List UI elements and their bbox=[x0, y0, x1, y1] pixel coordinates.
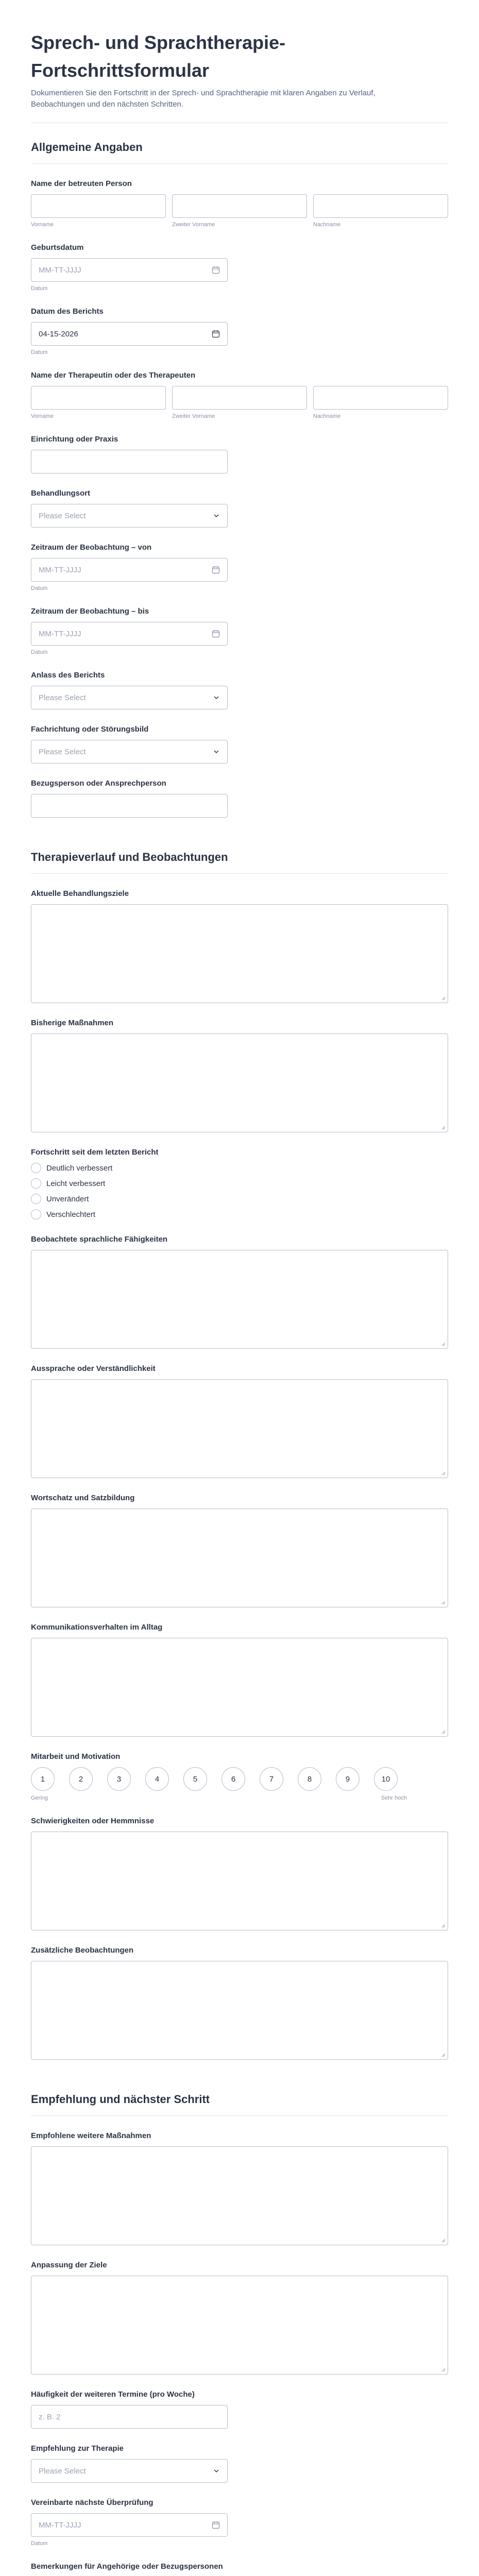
resize-grip-icon[interactable] bbox=[440, 2052, 446, 2057]
scale-low-label: Gering bbox=[31, 1795, 48, 1801]
facility-label: Einrichtung oder Praxis bbox=[31, 435, 118, 444]
motivation-label: Mitarbeit und Motivation bbox=[31, 1752, 121, 1761]
communication-textarea[interactable] bbox=[31, 1638, 448, 1737]
measures-label: Bisherige Maßnahmen bbox=[31, 1019, 114, 1027]
reason-select[interactable] bbox=[31, 686, 228, 709]
radio-button[interactable] bbox=[31, 1194, 41, 1204]
period-from-sublabel: Datum bbox=[31, 585, 48, 591]
location-select[interactable] bbox=[31, 504, 228, 528]
goals-field bbox=[31, 889, 448, 1003]
report-date-input[interactable] bbox=[31, 322, 228, 346]
therapist-middle-name-sublabel: Zweiter Vorname bbox=[172, 413, 215, 419]
progress-options bbox=[31, 1163, 448, 1219]
location-label: Behandlungsort bbox=[31, 489, 90, 498]
chevron-down-icon bbox=[213, 512, 220, 519]
scale-option[interactable]: 3 bbox=[107, 1767, 131, 1791]
vocabulary-label: Wortschatz und Satzbildung bbox=[31, 1494, 135, 1502]
goals-label: Aktuelle Behandlungsziele bbox=[31, 889, 129, 898]
goal-adjust-label: Anpassung der Ziele bbox=[31, 2261, 107, 2269]
birthdate-sublabel: Datum bbox=[31, 285, 48, 292]
frequency-placeholder: z. B. 2 bbox=[39, 2412, 61, 2421]
resize-grip-icon[interactable] bbox=[440, 1600, 446, 1605]
period-to-label: Zeitraum der Beobachtung – bis bbox=[31, 607, 149, 616]
focus-field bbox=[31, 725, 448, 764]
radio-option[interactable] bbox=[31, 1194, 448, 1204]
radio-label: Leicht verbessert bbox=[46, 1179, 106, 1188]
person-name-label: Name der betreuten Person bbox=[31, 179, 132, 188]
difficulties-textarea[interactable] bbox=[31, 1832, 448, 1930]
notes-family-field bbox=[31, 2562, 448, 2576]
calendar-icon[interactable] bbox=[212, 630, 220, 638]
vocabulary-field bbox=[31, 1494, 448, 1607]
person-first-name-input[interactable] bbox=[31, 194, 166, 218]
person-first-name-sublabel: Vorname bbox=[31, 222, 54, 228]
scale-option[interactable]: 10 bbox=[374, 1767, 398, 1791]
chevron-down-icon bbox=[213, 748, 220, 755]
radio-option[interactable] bbox=[31, 1163, 448, 1173]
location-field bbox=[31, 489, 448, 528]
therapy-rec-placeholder: Please Select bbox=[39, 2466, 86, 2476]
report-date-label: Datum des Berichts bbox=[31, 307, 104, 316]
therapist-last-name-input[interactable] bbox=[313, 386, 448, 410]
goals-textarea[interactable] bbox=[31, 904, 448, 1003]
radio-option[interactable] bbox=[31, 1209, 448, 1219]
chevron-down-icon bbox=[213, 694, 220, 701]
measures-field bbox=[31, 1019, 448, 1132]
calendar-icon[interactable] bbox=[212, 566, 220, 574]
frequency-input[interactable] bbox=[31, 2405, 228, 2429]
radio-option[interactable] bbox=[31, 1178, 448, 1189]
therapist-first-name-input[interactable] bbox=[31, 386, 166, 410]
communication-label: Kommunikationsverhalten im Alltag bbox=[31, 1623, 163, 1632]
scale-option[interactable]: 4 bbox=[145, 1767, 169, 1791]
therapy-rec-field bbox=[31, 2444, 448, 2483]
radio-button[interactable] bbox=[31, 1163, 41, 1173]
location-placeholder: Please Select bbox=[39, 511, 86, 520]
measures-textarea[interactable] bbox=[31, 1033, 448, 1132]
radio-button[interactable] bbox=[31, 1178, 41, 1189]
birthdate-input[interactable] bbox=[31, 258, 228, 282]
notes-family-label: Bemerkungen für Angehörige oder Bezugspersonen bbox=[31, 2562, 223, 2571]
focus-placeholder: Please Select bbox=[39, 747, 86, 756]
pronunciation-textarea[interactable] bbox=[31, 1379, 448, 1478]
therapist-last-name-sublabel: Nachname bbox=[313, 413, 341, 419]
goal-adjust-textarea[interactable] bbox=[31, 2276, 448, 2375]
period-from-field bbox=[31, 543, 448, 591]
next-review-label: Vereinbarte nächste Überprüfung bbox=[31, 2498, 153, 2507]
next-review-field bbox=[31, 2498, 448, 2547]
progress-label: Fortschritt seit dem letzten Bericht bbox=[31, 1148, 159, 1157]
recommended-textarea[interactable] bbox=[31, 2146, 448, 2245]
section-therapy-title: Therapieverlauf und Beobachtungen bbox=[31, 833, 448, 874]
scale-option[interactable]: 1 bbox=[31, 1767, 55, 1791]
person-last-name-sublabel: Nachname bbox=[313, 222, 341, 228]
pronunciation-label: Aussprache oder Verständlichkeit bbox=[31, 1364, 156, 1373]
radio-label: Deutlich verbessert bbox=[46, 1163, 113, 1173]
pronunciation-field bbox=[31, 1364, 448, 1478]
person-middle-name-input[interactable] bbox=[172, 194, 307, 218]
difficulties-label: Schwierigkeiten oder Hemmnisse bbox=[31, 1817, 155, 1825]
reason-label: Anlass des Berichts bbox=[31, 671, 105, 680]
extra-observations-textarea[interactable] bbox=[31, 1961, 448, 2060]
resize-grip-icon[interactable] bbox=[440, 1923, 446, 1928]
reference-input[interactable] bbox=[31, 794, 228, 818]
scale-option[interactable]: 9 bbox=[336, 1767, 360, 1791]
resize-grip-icon[interactable] bbox=[440, 2238, 446, 2243]
resize-grip-icon[interactable] bbox=[440, 995, 446, 1001]
focus-select[interactable] bbox=[31, 740, 228, 764]
birthdate-label: Geburtsdatum bbox=[31, 243, 84, 252]
extra-observations-label: Zusätzliche Beobachtungen bbox=[31, 1946, 134, 1955]
form-description: Dokumentieren Sie den Fortschritt in der Sprech- und Sprachtherapie mit klaren Angaben zu Verlauf, Beobachtungen und den nächsten Schritten. bbox=[31, 89, 375, 109]
person-middle-name-sublabel: Zweiter Vorname bbox=[172, 222, 215, 228]
therapy-rec-select[interactable] bbox=[31, 2459, 228, 2483]
resize-grip-icon[interactable] bbox=[440, 2367, 446, 2372]
facility-input[interactable] bbox=[31, 450, 228, 473]
resize-grip-icon[interactable] bbox=[440, 1341, 446, 1346]
reason-field bbox=[31, 671, 448, 709]
focus-label: Fachrichtung oder Störungsbild bbox=[31, 725, 149, 734]
therapist-middle-name-input[interactable] bbox=[172, 386, 307, 410]
period-from-input[interactable] bbox=[31, 558, 228, 582]
report-date-sublabel: Datum bbox=[31, 349, 48, 355]
period-to-placeholder: MM-TT-JJJJ bbox=[39, 629, 81, 638]
period-from-label: Zeitraum der Beobachtung – von bbox=[31, 543, 152, 552]
next-review-sublabel: Datum bbox=[31, 2540, 48, 2547]
person-last-name-input[interactable] bbox=[313, 194, 448, 218]
chevron-down-icon bbox=[213, 2467, 220, 2475]
extra-observations-field bbox=[31, 1946, 448, 2060]
scale-high-label: Sehr hoch bbox=[381, 1795, 407, 1801]
recommended-field bbox=[31, 2131, 448, 2245]
abilities-field bbox=[31, 1235, 448, 1349]
recommended-label: Empfohlene weitere Maßnahmen bbox=[31, 2131, 151, 2140]
therapy-rec-label: Empfehlung zur Therapie bbox=[31, 2444, 124, 2453]
next-review-input[interactable] bbox=[31, 2513, 228, 2537]
motivation-field bbox=[31, 1752, 448, 1801]
reference-field bbox=[31, 779, 448, 818]
birthdate-field bbox=[31, 243, 448, 292]
difficulties-field bbox=[31, 1817, 448, 1930]
abilities-label: Beobachtete sprachliche Fähigkeiten bbox=[31, 1235, 168, 1244]
report-date-value: 04-15-2026 bbox=[39, 329, 78, 338]
resize-grip-icon[interactable] bbox=[440, 1125, 446, 1130]
progress-field bbox=[31, 1148, 448, 1219]
scale-option[interactable]: 8 bbox=[298, 1767, 321, 1791]
therapist-name-field bbox=[31, 371, 448, 419]
resize-grip-icon[interactable] bbox=[440, 1470, 446, 1476]
period-to-field bbox=[31, 607, 448, 655]
section-recommendation-title: Empfehlung und nächster Schritt bbox=[31, 2075, 448, 2116]
section-general-title: Allgemeine Angaben bbox=[31, 123, 448, 164]
calendar-icon[interactable] bbox=[212, 266, 220, 274]
period-to-input[interactable] bbox=[31, 622, 228, 646]
motivation-scale bbox=[31, 1767, 448, 1791]
scale-option[interactable]: 7 bbox=[260, 1767, 283, 1791]
calendar-icon[interactable] bbox=[212, 2521, 220, 2529]
form-header bbox=[31, 0, 448, 123]
calendar-icon[interactable] bbox=[212, 330, 220, 338]
goal-adjust-field bbox=[31, 2261, 448, 2375]
radio-button[interactable] bbox=[31, 1209, 41, 1219]
person-name-field bbox=[31, 179, 448, 228]
next-review-placeholder: MM-TT-JJJJ bbox=[39, 2520, 81, 2530]
form-title: Sprech- und Sprachtherapie-Fortschrittsformular bbox=[31, 32, 286, 81]
reference-label: Bezugsperson oder Ansprechperson bbox=[31, 779, 166, 788]
resize-grip-icon[interactable] bbox=[440, 1729, 446, 1734]
report-date-field bbox=[31, 307, 448, 355]
scale-labels bbox=[31, 1795, 407, 1801]
reason-placeholder: Please Select bbox=[39, 693, 86, 702]
frequency-field bbox=[31, 2390, 448, 2429]
scale-option[interactable]: 2 bbox=[69, 1767, 93, 1791]
communication-field bbox=[31, 1623, 448, 1737]
therapist-first-name-sublabel: Vorname bbox=[31, 413, 54, 419]
therapist-name-label: Name der Therapeutin oder des Therapeuten bbox=[31, 371, 196, 380]
frequency-label: Häufigkeit der weiteren Termine (pro Woche) bbox=[31, 2390, 195, 2399]
period-from-placeholder: MM-TT-JJJJ bbox=[39, 565, 81, 574]
facility-field bbox=[31, 435, 448, 473]
abilities-textarea[interactable] bbox=[31, 1250, 448, 1349]
vocabulary-textarea[interactable] bbox=[31, 1509, 448, 1607]
scale-option[interactable]: 6 bbox=[221, 1767, 245, 1791]
scale-option[interactable]: 5 bbox=[183, 1767, 207, 1791]
period-to-sublabel: Datum bbox=[31, 649, 48, 655]
radio-label: Verschlechtert bbox=[46, 1210, 96, 1219]
radio-label: Unverändert bbox=[46, 1194, 89, 1204]
birthdate-placeholder: MM-TT-JJJJ bbox=[39, 265, 81, 275]
